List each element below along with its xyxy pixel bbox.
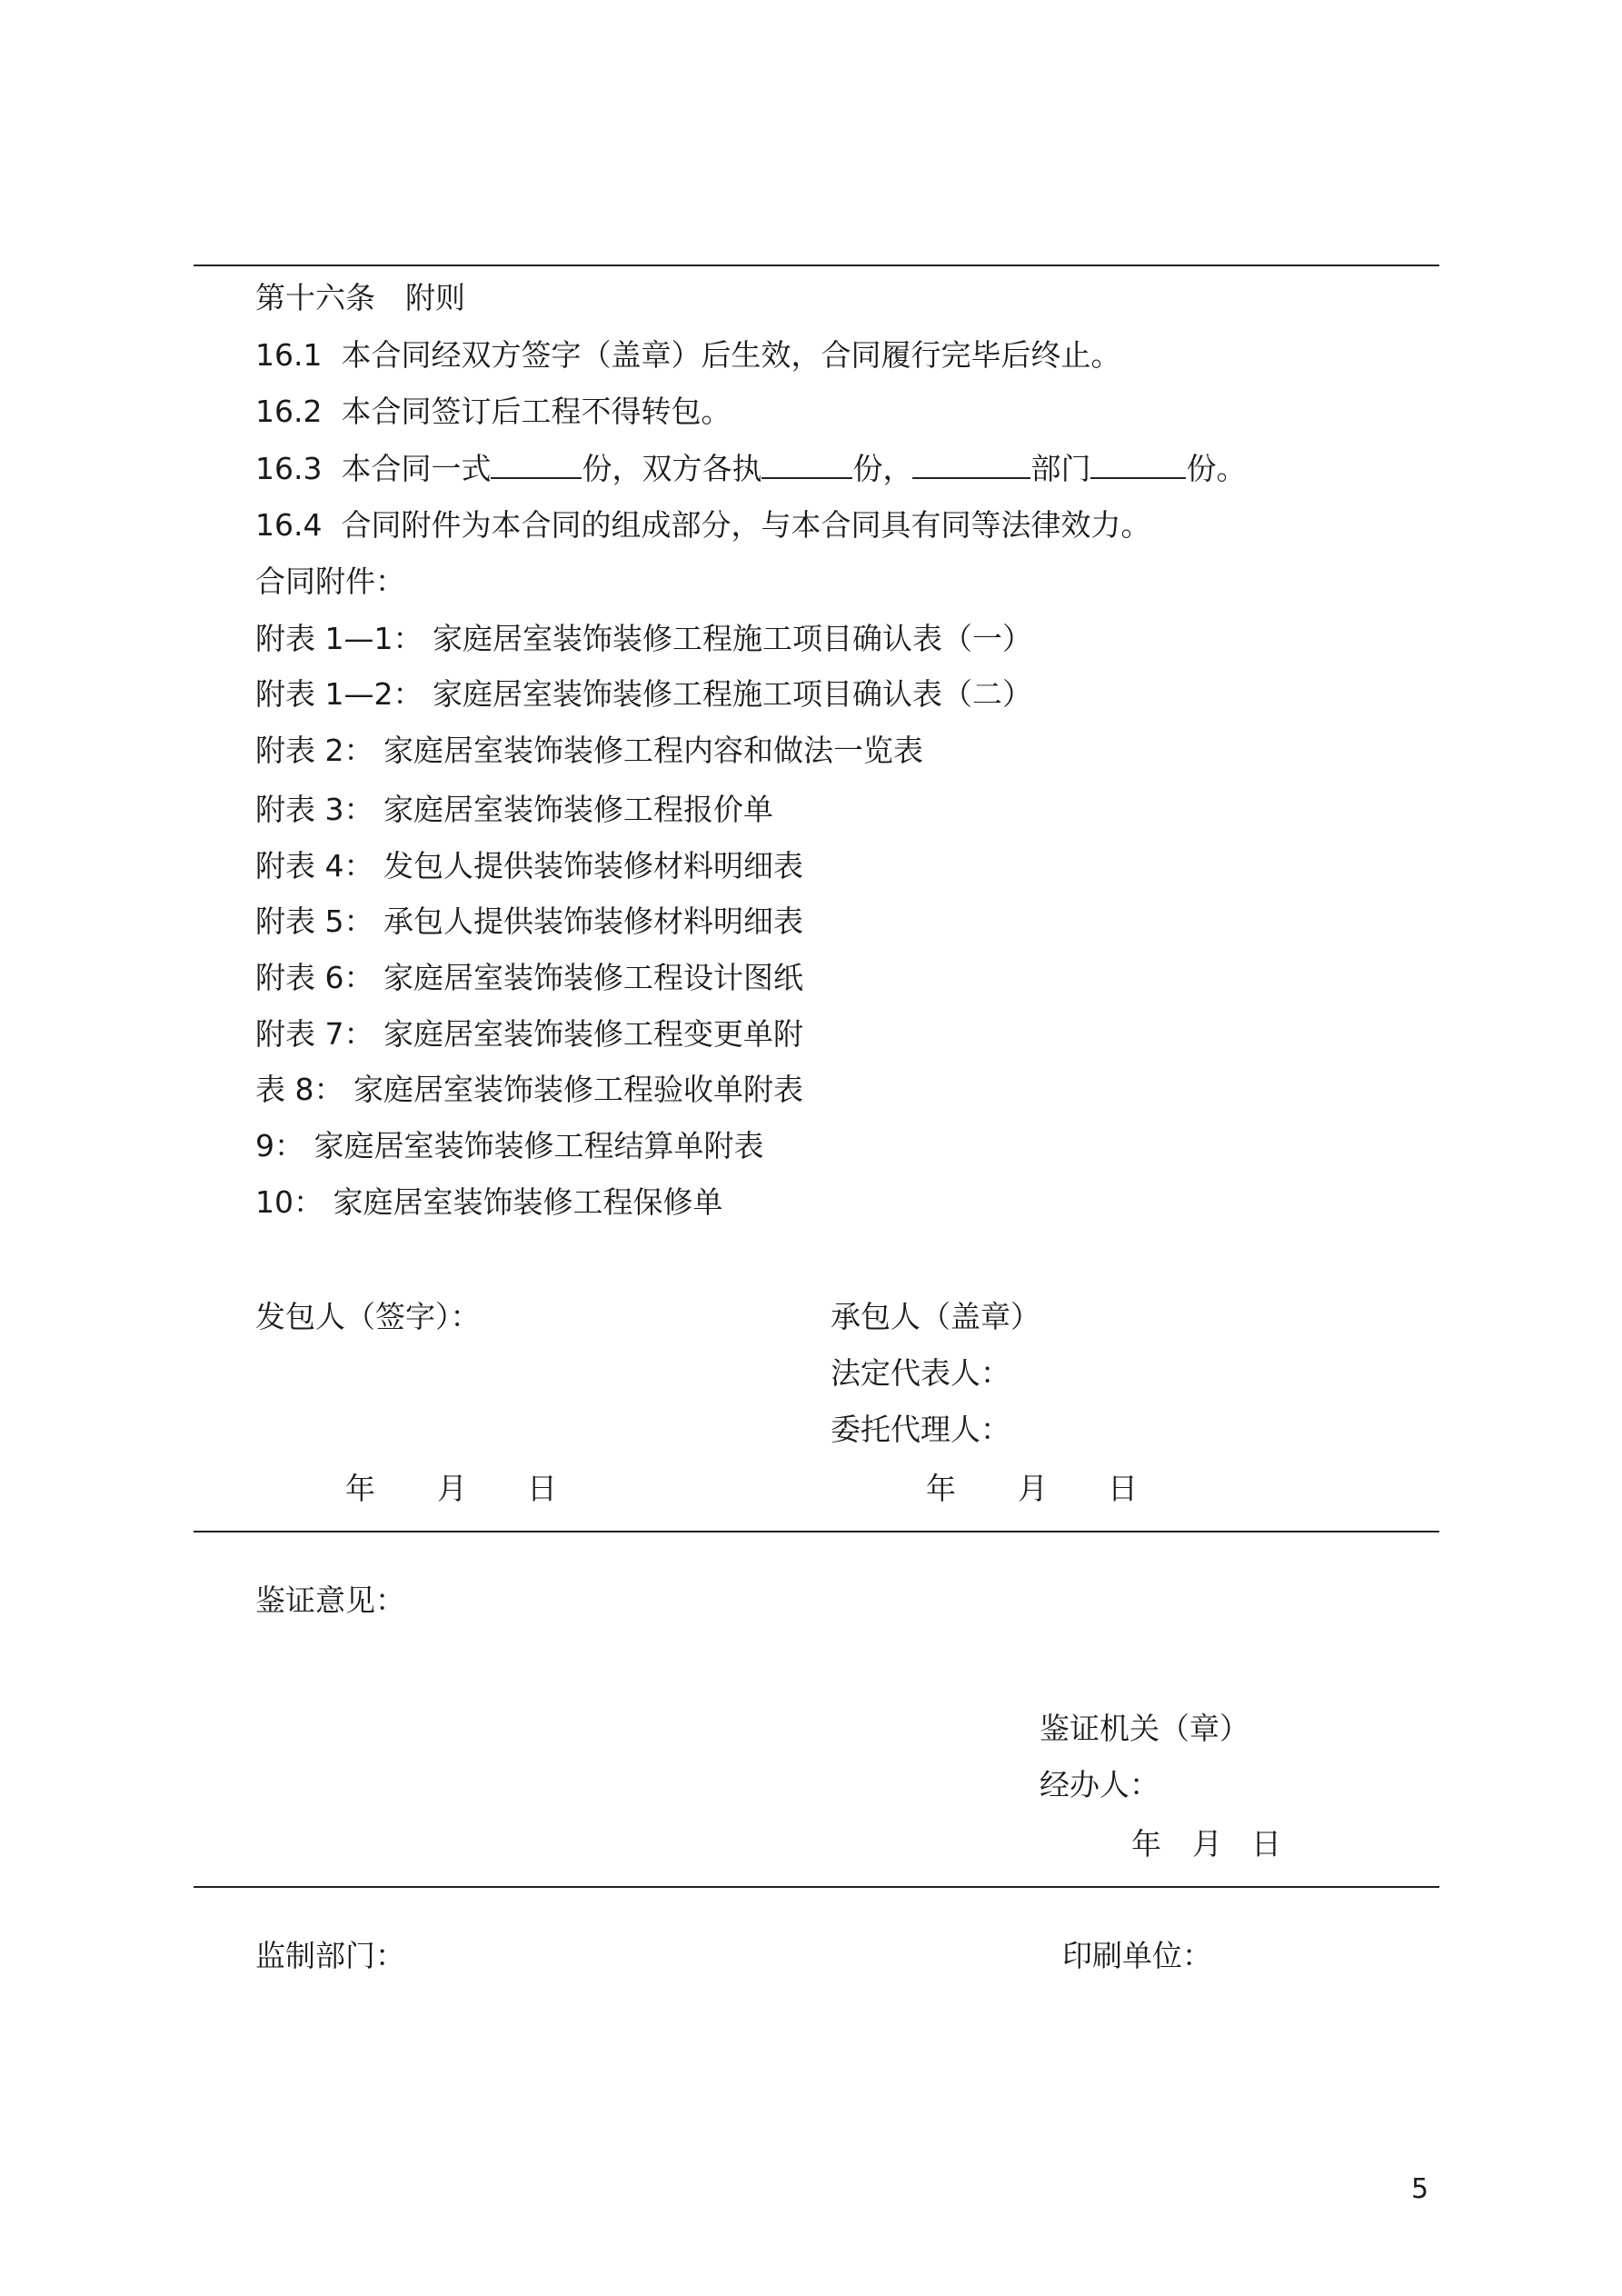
employer-date-month: 月 [437, 1471, 467, 1506]
clause-text: 部门 [1030, 451, 1091, 486]
supervisor-label: 监制部门： [255, 1938, 405, 1973]
department-copies-blank[interactable] [1090, 452, 1186, 479]
legal-representative-label: 法定代表人： [831, 1355, 1010, 1391]
article-heading: 第十六条 附则 [255, 280, 465, 315]
clause-number: 16.2 [255, 394, 323, 429]
contractor-date-month: 月 [1018, 1471, 1048, 1506]
employer-date-day: 日 [527, 1471, 557, 1506]
clause-16-4 [255, 507, 1150, 544]
divider-bottom [194, 1886, 1439, 1888]
clause-text: 份， [852, 451, 913, 486]
attachment-item: 附表 7： 家庭居室装饰装修工程变更单附 [255, 1016, 803, 1052]
verification-date-year: 年 [1131, 1826, 1161, 1862]
attachment-item: 附表 3： 家庭居室装饰装修工程报价单 [255, 792, 773, 827]
contractor-seal-label: 承包人（盖章） [831, 1299, 1040, 1334]
printer-label: 印刷单位： [1062, 1938, 1212, 1973]
attachment-item: 附表 2： 家庭居室装饰装修工程内容和做法一览表 [255, 733, 923, 768]
copies-total-blank[interactable] [491, 452, 582, 479]
clause-number: 16.4 [255, 507, 323, 543]
clause-text: 合同附件为本合同的组成部分，与本合同具有同等法律效力。 [341, 507, 1151, 543]
clause-number: 16.1 [255, 337, 323, 373]
clause-16-1 [255, 337, 1120, 374]
clause-text: 本合同签订后工程不得转包。 [341, 394, 731, 429]
clause-number: 16.3 [255, 451, 323, 486]
attachment-item: 附表 1—1： 家庭居室装饰装修工程施工项目确认表（一） [255, 621, 1032, 656]
employer-signature-label: 发包人（签字）： [255, 1299, 481, 1334]
attachment-item: 附表 6： 家庭居室装饰装修工程设计图纸 [255, 960, 803, 995]
verification-date-month: 月 [1192, 1826, 1222, 1862]
attachment-item: 附表 1—2： 家庭居室装饰装修工程施工项目确认表（二） [255, 676, 1032, 712]
clause-text: 本合同一式 [341, 451, 492, 486]
attachment-item: 10： 家庭居室装饰装修工程保修单 [255, 1184, 723, 1220]
attachment-item: 附表 5： 承包人提供装饰装修材料明细表 [255, 903, 803, 939]
clause-16-3 [255, 451, 1246, 487]
department-blank[interactable] [912, 452, 1030, 479]
handler-label: 经办人： [1040, 1767, 1159, 1802]
clause-text: 本合同经双方签字（盖章）后生效，合同履行完毕后终止。 [341, 337, 1121, 373]
copies-each-blank[interactable] [761, 452, 852, 479]
attachment-item: 9： 家庭居室装饰装修工程结算单附表 [255, 1128, 764, 1163]
clause-text: 份，双方各执 [582, 451, 762, 486]
contractor-date-year: 年 [926, 1471, 956, 1506]
contractor-date-day: 日 [1108, 1471, 1138, 1506]
attachment-item: 附表 4： 发包人提供装饰装修材料明细表 [255, 848, 803, 883]
attachment-item: 表 8： 家庭居室装饰装修工程验收单附表 [255, 1072, 803, 1107]
verification-date-day: 日 [1251, 1826, 1281, 1862]
verification-opinion-label: 鉴证意见： [255, 1582, 405, 1618]
employer-date-year: 年 [345, 1471, 375, 1506]
page-number: 5 [1411, 2173, 1429, 2205]
divider-top [194, 265, 1439, 266]
verification-authority-label: 鉴证机关（章） [1040, 1711, 1249, 1746]
attachments-label: 合同附件： [255, 564, 405, 599]
clause-text: 份。 [1186, 451, 1247, 486]
agent-label: 委托代理人： [831, 1412, 1010, 1447]
clause-16-2 [255, 394, 731, 430]
divider-middle [194, 1531, 1439, 1532]
